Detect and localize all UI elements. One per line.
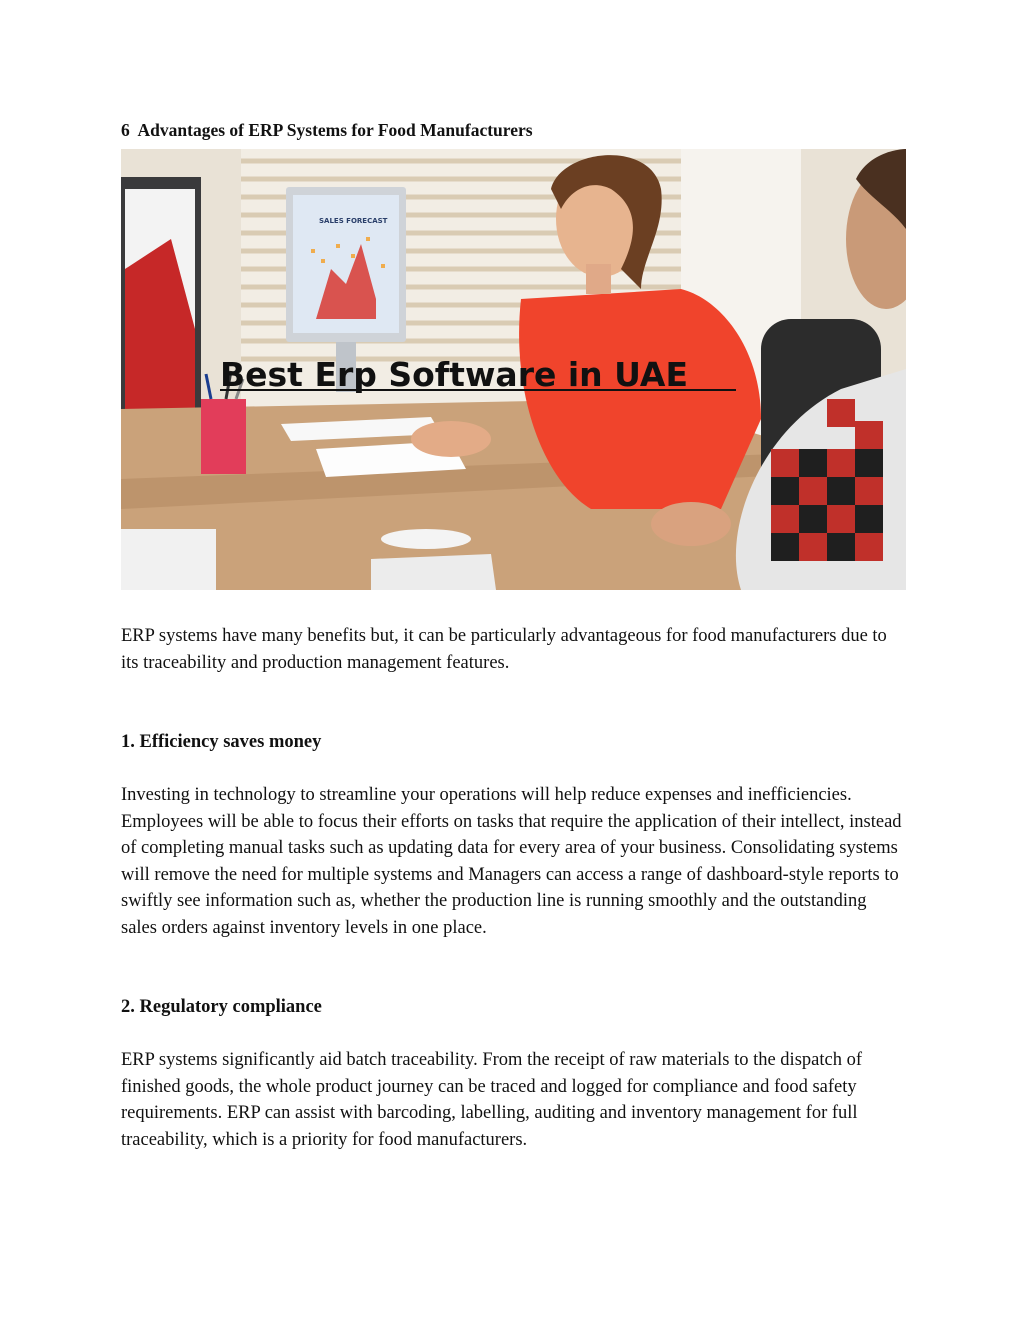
section-heading-compliance: 2. Regulatory compliance — [121, 997, 322, 1017]
section-body-compliance: ERP systems significantly aid batch traceability. From the receipt of raw materials to the dispatch of finished goods, the whole product journey can be traced and logged for compliance and food safety requirements. ERP can assist with barcoding, labelling, auditing and inventory management for full traceability, which is a priority for food manufacturers. — [121, 1050, 862, 1150]
section-body-efficiency: Investing in technology to streamline your operations will help reduce expenses and inefficiencies. Employees will be able to focus their efforts on tasks that require the application of their intellect, instead of completing manual tasks such as updating data for every area of your business. Consolidating systems will remove the need for multiple systems and Managers can access a range of dashboard-style reports to swiftly see information such as, whether the production line is running smoothly and the outstanding sales orders against inventory levels in one place. — [121, 785, 902, 938]
document-title: 6 Advantages of ERP Systems for Food Manufacturers — [121, 120, 533, 140]
hero-image — [121, 149, 906, 590]
hero-overlay-text: Best Erp Software in UAE — [220, 355, 688, 394]
monitor-heading: SALES FORECAST — [319, 217, 388, 225]
intro-paragraph: ERP systems have many benefits but, it can be particularly advantageous for food manufacturers due to its traceability and production management features. — [121, 626, 887, 673]
section-heading-efficiency: 1. Efficiency saves money — [121, 732, 322, 752]
